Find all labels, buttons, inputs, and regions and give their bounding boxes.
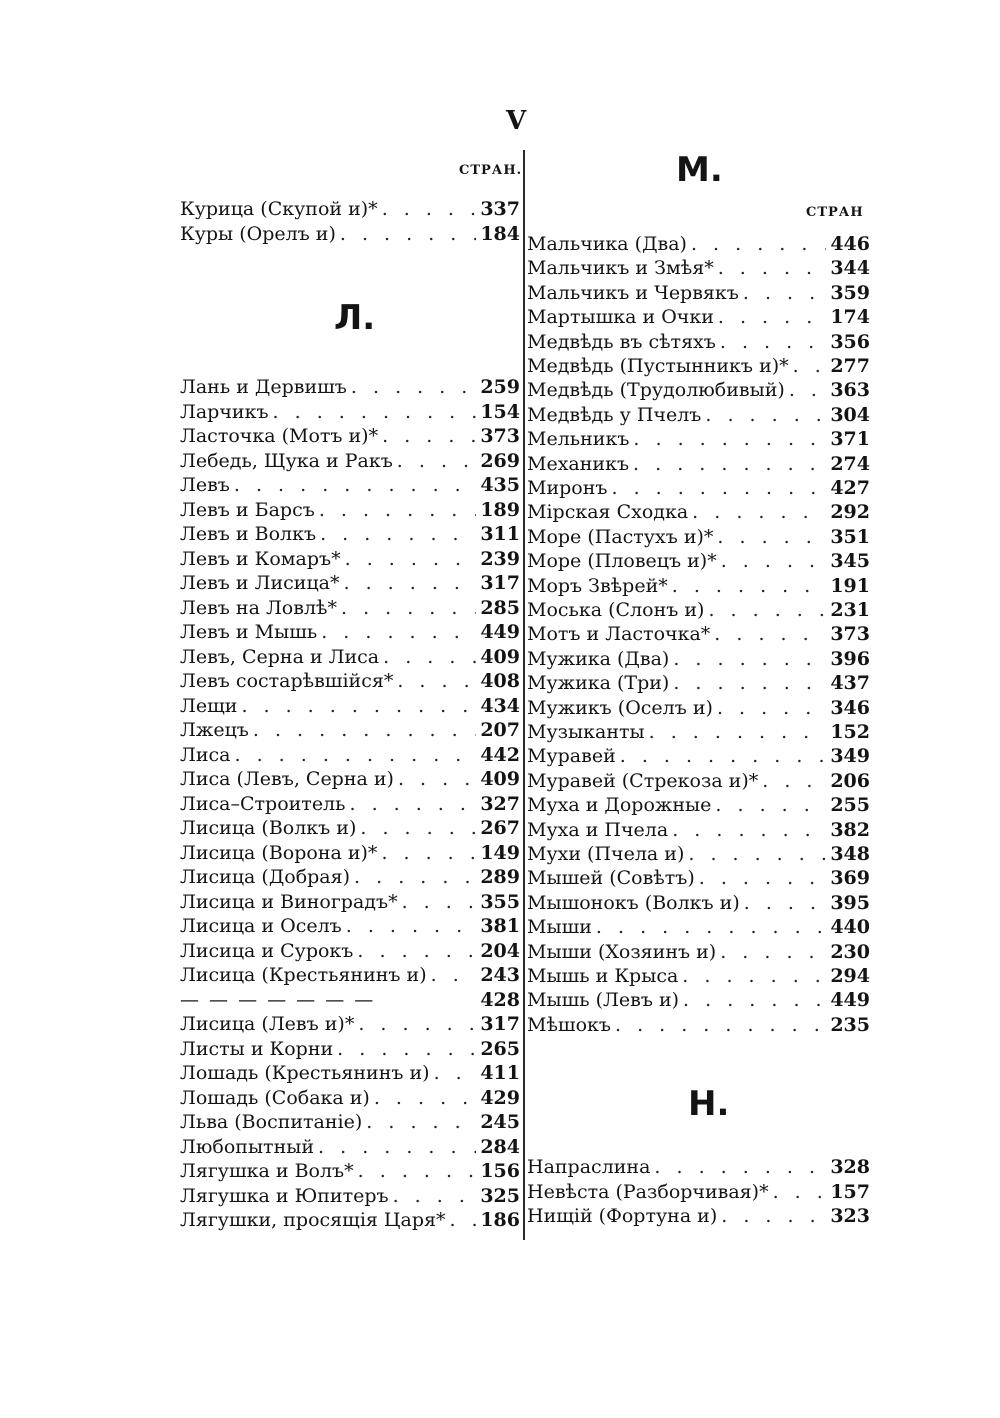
index-entry [527, 671, 870, 695]
dot-leader [374, 1086, 476, 1110]
entry-title: Левъ и Лисица* [180, 572, 340, 594]
entry-title: Лань и Дервишъ [180, 376, 347, 398]
entry-page-number: 337 [480, 198, 520, 220]
index-entry [180, 718, 520, 742]
index-entry [180, 645, 520, 669]
entry-title: Музыканты [527, 721, 645, 743]
entry-title: Лошадь (Собака и) [180, 1086, 370, 1109]
index-entry [527, 696, 870, 720]
index-entry [527, 598, 870, 622]
index-entry [180, 767, 520, 791]
entry-page-number: 323 [830, 1205, 870, 1227]
entry-title: Лисица и Сурокъ [180, 939, 354, 962]
entry-page-number: 327 [480, 792, 520, 815]
entry-title: Лещи [180, 694, 238, 717]
entry-title: Мышь (Левъ и) [527, 989, 680, 1012]
dot-leader [692, 500, 826, 524]
entry-title: Лисица (Ворона и)* [180, 841, 378, 864]
entry-page-number: 204 [480, 939, 520, 962]
entry-page-number: 396 [830, 647, 870, 670]
dot-leader [682, 964, 826, 988]
index-entry [527, 891, 870, 915]
entry-title: Моръ Звѣрей* [527, 574, 668, 597]
entry-title: Мельникъ [527, 428, 630, 451]
index-entry [527, 354, 870, 378]
entry-title: Лисица (Левъ и)* [180, 1013, 355, 1035]
entry-page-number: 317 [480, 1013, 520, 1035]
index-entry [180, 963, 520, 987]
entry-title: Моська (Слонъ и) [527, 599, 705, 621]
entry-title: Мужика (Три) [527, 672, 670, 695]
index-entry [180, 222, 520, 246]
entry-page-number: 442 [480, 743, 520, 766]
entry-title: Мальчикъ и Змѣя* [527, 257, 714, 280]
dot-leader [341, 596, 476, 620]
index-entry [180, 1086, 520, 1110]
entry-page-number: 351 [830, 525, 870, 548]
entry-title: Левъ и Мышь [180, 621, 318, 643]
index-entry [180, 743, 520, 767]
entry-page-number: 245 [480, 1111, 520, 1133]
entry-page-number: 440 [830, 916, 870, 939]
dot-leader [383, 645, 476, 669]
dot-leader [620, 744, 827, 768]
entry-title: Лошадь (Крестьянинъ и) [180, 1062, 430, 1084]
entry-page-number: 265 [480, 1037, 520, 1060]
entry-page-number: 285 [480, 596, 520, 619]
entry-title: Невѣста (Разборчивая)* [527, 1180, 769, 1203]
entry-title: Мальчикъ и Червякъ [527, 281, 739, 304]
entry-title: Лисица и Оселъ [180, 915, 342, 937]
index-entry [180, 792, 520, 816]
entry-title: Море (Пастухъ и)* [527, 525, 714, 548]
dot-leader [720, 330, 826, 354]
dot-leader [358, 1012, 476, 1036]
entry-title: Нищій (Фортуна и) [527, 1205, 718, 1227]
entry-page-number: 157 [830, 1180, 870, 1203]
entry-page-number: 311 [480, 523, 520, 545]
entry-title: — — — — — — — [180, 988, 376, 1011]
entry-page-number: 294 [830, 965, 870, 987]
entry-page-number: 344 [830, 257, 870, 280]
entry-title: Ларчикъ [180, 400, 269, 423]
entry-page-number: 382 [830, 818, 870, 841]
index-entry [180, 1135, 520, 1159]
dot-leader [673, 647, 826, 671]
index-entry [180, 1110, 520, 1134]
entry-page-number: 243 [480, 964, 520, 986]
entry-page-number: 446 [830, 233, 870, 255]
dot-leader [402, 890, 477, 914]
entry-title: Лиса–Строитель [180, 792, 346, 815]
index-entry [527, 305, 870, 329]
entry-title: Лебедь, Щука и Ракъ [180, 449, 393, 472]
entry-title: Льва (Воспитаніе) [180, 1111, 363, 1133]
entry-title: Мыши (Хозяинъ и) [527, 940, 717, 963]
dot-leader [449, 1208, 476, 1232]
entry-title: Медвѣдь въ сѣтяхъ [527, 330, 716, 353]
entry-page-number: 277 [830, 355, 870, 377]
dot-leader [705, 403, 826, 427]
index-entry [527, 574, 870, 598]
dot-leader [398, 767, 476, 791]
entry-page-number: 231 [830, 599, 870, 621]
entry-title: Лиса (Левъ, Серна и) [180, 768, 394, 790]
dot-leader [715, 793, 826, 817]
entry-page-number: 230 [830, 940, 870, 963]
dot-leader [273, 400, 477, 424]
entry-page-number: 395 [830, 891, 870, 914]
entry-page-number: 154 [480, 400, 520, 423]
index-entry [180, 1037, 520, 1061]
dot-leader [672, 818, 826, 842]
dot-leader [253, 718, 476, 742]
dot-leader [397, 449, 477, 473]
entry-title: Напраслина [527, 1156, 651, 1178]
dot-leader [382, 197, 477, 221]
entry-page-number: 411 [480, 1062, 520, 1084]
entry-title: Мужика (Два) [527, 647, 670, 670]
dot-leader [718, 256, 827, 280]
entry-title: Муха и Пчела [527, 818, 669, 841]
entry-page-number: 355 [480, 890, 520, 913]
dot-leader [357, 939, 476, 963]
entry-title: Механикъ [527, 452, 630, 475]
entry-title: Муравей (Стрекоза и)* [527, 769, 759, 792]
entry-page-number: 449 [480, 621, 520, 643]
entry-page-number: 435 [480, 474, 520, 496]
index-entry [180, 473, 520, 497]
index-entry [180, 1012, 520, 1036]
dot-leader [337, 1037, 476, 1061]
dot-leader [615, 1013, 826, 1037]
index-entry [527, 744, 870, 768]
entry-page-number: 186 [480, 1209, 520, 1231]
index-entry [527, 330, 870, 354]
dot-leader [649, 720, 827, 744]
dot-leader [318, 1135, 476, 1159]
entry-page-number: 191 [830, 574, 870, 597]
entry-page-number: 408 [480, 670, 520, 692]
dot-leader [349, 792, 476, 816]
entry-page-number: 239 [480, 547, 520, 570]
entry-title: Мыши [527, 916, 592, 939]
dot-leader [366, 1110, 476, 1134]
index-entry [180, 620, 520, 644]
section-letter-m: М. [676, 150, 723, 190]
index-entry [527, 1013, 870, 1037]
index-entry [527, 1204, 870, 1228]
index-entry [180, 865, 520, 889]
index-entry [527, 378, 870, 402]
dot-leader [717, 525, 826, 549]
index-entry [180, 1184, 520, 1208]
entry-page-number: 363 [830, 379, 870, 402]
entry-page-number: 449 [830, 989, 870, 1012]
entry-page-number: 259 [480, 376, 520, 398]
entry-title: Медвѣдь (Трудолюбивый) [527, 379, 785, 402]
dot-leader [720, 940, 826, 964]
entry-page-number: 149 [480, 841, 520, 864]
entry-page-number: 427 [830, 477, 870, 499]
entry-title: Мышей (Совѣтъ) [527, 867, 695, 890]
entry-page-number: 345 [830, 550, 870, 573]
dot-leader [596, 915, 826, 939]
index-entry [180, 669, 520, 693]
entry-title: Лисица (Добрая) [180, 866, 351, 888]
dot-leader [744, 891, 827, 915]
entry-title: Мартышка и Очки [527, 306, 714, 329]
entry-title: Лисица (Крестьянинъ и) [180, 964, 427, 986]
dot-leader [434, 1061, 477, 1085]
dot-leader [393, 1184, 477, 1208]
entry-title: Левъ на Ловлѣ* [180, 596, 337, 619]
dot-leader [633, 427, 826, 451]
column-divider [523, 150, 525, 1240]
entry-page-number: 317 [480, 572, 520, 594]
entry-title: Лиса [180, 743, 231, 766]
dot-leader [762, 769, 826, 793]
index-entry [527, 452, 870, 476]
index-entry [180, 424, 520, 448]
index-entry [527, 403, 870, 427]
index-entry [527, 915, 870, 939]
entry-title: Лисица и Виноградъ* [180, 890, 398, 913]
entry-title: Миронъ [527, 477, 608, 499]
entry-title: Мышонокъ (Волкъ и) [527, 891, 740, 914]
entry-title: Муха и Дорожные [527, 794, 712, 817]
index-entry [180, 498, 520, 522]
entry-page-number: 428 [480, 988, 520, 1011]
index-entry [180, 596, 520, 620]
index-entry [180, 939, 520, 963]
entry-title: Мальчика (Два) [527, 233, 687, 255]
index-entry [527, 622, 870, 646]
entry-title: Лягушки, просящія Царя* [180, 1209, 446, 1231]
index-entry [527, 964, 870, 988]
entry-title: Медвѣдь у Пчелъ [527, 403, 702, 426]
entry-title: Куры (Орелъ и) [180, 222, 336, 245]
dot-leader [683, 988, 826, 1012]
dot-leader [346, 914, 477, 938]
entry-title: Листы и Корни [180, 1037, 334, 1060]
dot-leader [611, 476, 826, 500]
dot-leader [382, 424, 476, 448]
index-entry [527, 281, 870, 305]
index-entry [527, 500, 870, 524]
dot-leader [319, 498, 477, 522]
entry-page-number: 434 [480, 694, 520, 717]
entry-page-number: 373 [830, 623, 870, 646]
entry-page-number: 189 [480, 498, 520, 521]
entry-page-number: 304 [830, 403, 870, 426]
dot-leader [633, 452, 826, 476]
dot-leader [321, 620, 476, 644]
entry-page-number: 284 [480, 1135, 520, 1158]
dot-leader [717, 696, 826, 720]
index-entry [527, 549, 870, 573]
dot-leader [699, 866, 827, 890]
dot-leader [344, 571, 477, 595]
index-entry [527, 769, 870, 793]
entry-page-number: 429 [480, 1086, 520, 1109]
index-entry [180, 988, 520, 1012]
entry-title: Ласточка (Мотъ и)* [180, 425, 379, 447]
dot-leader [358, 1159, 477, 1183]
entry-page-number: 269 [480, 449, 520, 472]
dot-leader [691, 232, 826, 256]
dot-leader [673, 671, 826, 695]
index-entry [180, 694, 520, 718]
dot-leader [743, 281, 826, 305]
dot-leader [789, 378, 827, 402]
entry-page-number: 409 [480, 768, 520, 790]
entry-title: Левъ и Комаръ* [180, 547, 341, 570]
dot-leader [714, 622, 826, 646]
entry-title: Море (Пловецъ и)* [527, 550, 717, 573]
entry-page-number: 349 [830, 745, 870, 768]
dot-leader [351, 375, 476, 399]
index-entry [527, 232, 870, 256]
index-entry [527, 866, 870, 890]
page-number: V [506, 106, 526, 136]
index-entry [527, 427, 870, 451]
dot-leader [431, 963, 477, 987]
dot-leader [718, 305, 826, 329]
entry-title: Мірская Сходка [527, 501, 689, 524]
index-entry [527, 647, 870, 671]
entry-page-number: 371 [830, 428, 870, 451]
index-entry [527, 988, 870, 1012]
dot-leader [234, 473, 476, 497]
index-entry [527, 793, 870, 817]
entry-page-number: 152 [830, 721, 870, 743]
index-entry [180, 1208, 520, 1232]
index-entry [527, 525, 870, 549]
entry-title: Левъ состарѣвшійся* [180, 670, 394, 692]
dot-leader [721, 1204, 826, 1228]
dot-leader [708, 598, 826, 622]
index-entry [180, 375, 520, 399]
index-entry [180, 841, 520, 865]
entry-page-number: 207 [480, 719, 520, 741]
entry-page-number: 356 [830, 330, 870, 353]
entry-title: Мужикъ (Оселъ и) [527, 696, 713, 719]
index-entry [180, 449, 520, 473]
dot-leader [320, 522, 476, 546]
dot-leader [235, 743, 477, 767]
index-entry [180, 890, 520, 914]
dot-leader [345, 547, 477, 571]
entry-title: Мухи (Пчела и) [527, 843, 685, 865]
entry-page-number: 328 [830, 1156, 870, 1178]
entry-title: Левъ и Барсъ [180, 498, 315, 521]
entry-page-number: 156 [480, 1160, 520, 1182]
section-letter-n: Н. [688, 1084, 730, 1124]
dot-leader [381, 841, 476, 865]
dot-leader [654, 1155, 826, 1179]
entry-page-number: 274 [830, 452, 870, 475]
entry-title: Муравей [527, 745, 616, 768]
index-entry [180, 197, 520, 221]
index-entry [527, 1155, 870, 1179]
dot-leader [721, 549, 827, 573]
entry-page-number: 348 [830, 843, 870, 865]
entry-title: Лягушка и Юпитеръ [180, 1184, 389, 1207]
index-entry [180, 914, 520, 938]
dot-leader [688, 842, 826, 866]
entry-page-number: 437 [830, 672, 870, 695]
index-entry [527, 720, 870, 744]
entry-title: Левъ, Серна и Лиса [180, 645, 380, 668]
index-entry [180, 1061, 520, 1085]
dot-leader [360, 816, 476, 840]
entry-title: Лжецъ [180, 719, 249, 741]
entry-page-number: 292 [830, 501, 870, 524]
index-entry [180, 1159, 520, 1183]
entry-title: Лисица (Волкъ и) [180, 817, 357, 839]
entry-page-number: 409 [480, 645, 520, 668]
index-entry [527, 940, 870, 964]
entry-title: Медвѣдь (Пустынникъ и)* [527, 355, 789, 377]
left-column-header: СТРАН. [459, 163, 523, 178]
dot-leader [672, 574, 827, 598]
entry-page-number: 255 [830, 794, 870, 817]
section-letter-l: Л. [334, 298, 376, 338]
index-entry [527, 476, 870, 500]
right-column-header: СТРАН [806, 205, 864, 220]
entry-page-number: 369 [830, 867, 870, 890]
index-entry [527, 256, 870, 280]
entry-title: Лягушка и Волъ* [180, 1160, 354, 1182]
index-entry [180, 522, 520, 546]
entry-title: Мѣшокъ [527, 1013, 611, 1036]
entry-title: Мышь и Крыса [527, 965, 679, 987]
entry-page-number: 174 [830, 306, 870, 329]
index-entry [180, 400, 520, 424]
entry-page-number: 267 [480, 817, 520, 839]
entry-page-number: 235 [830, 1013, 870, 1036]
dot-leader [340, 222, 476, 246]
index-entry [180, 547, 520, 571]
entry-page-number: 206 [830, 769, 870, 792]
index-entry [527, 842, 870, 866]
entry-page-number: 289 [480, 866, 520, 888]
entry-page-number: 373 [480, 425, 520, 447]
dot-leader [397, 669, 476, 693]
entry-title: Левъ и Волкъ [180, 523, 317, 545]
index-entry [180, 571, 520, 595]
dot-leader [793, 354, 827, 378]
entry-title: Курица (Скупой и)* [180, 198, 378, 220]
index-entry [527, 1180, 870, 1204]
entry-title: Левъ [180, 474, 230, 496]
entry-page-number: 346 [830, 696, 870, 719]
entry-title: Мотъ и Ласточка* [527, 623, 711, 646]
dot-leader [241, 694, 476, 718]
entry-page-number: 359 [830, 281, 870, 304]
entry-page-number: 381 [480, 915, 520, 937]
dot-leader [773, 1180, 827, 1204]
entry-title: Любопытный [180, 1135, 315, 1158]
dot-leader [354, 865, 476, 889]
index-entry [180, 816, 520, 840]
entry-page-number: 325 [480, 1184, 520, 1207]
entry-page-number: 184 [480, 222, 520, 245]
index-entry [527, 818, 870, 842]
